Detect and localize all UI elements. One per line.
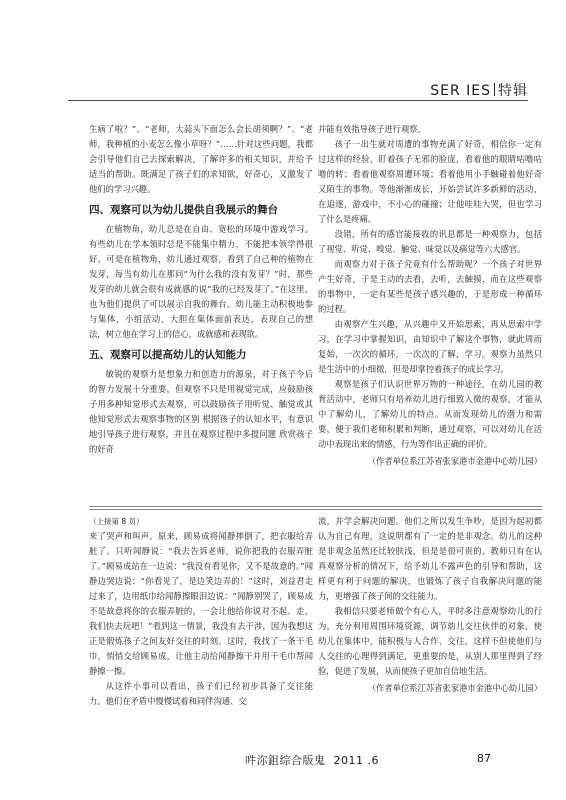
journal-footer xyxy=(245,752,379,768)
author-affiliation: （作者单位系江苏省张家港市金港中心幼儿园） xyxy=(367,683,542,693)
column-left-top xyxy=(89,122,313,457)
paragraph: 敏锐的观察力是想象力和创造力的源泉，对于孩子今后的智力发展十分重要，但观察不只是用视觉完成，应鼓励孩子用多种知觉形式去观察，可以鼓励孩子用听觉、触觉或其他知觉形式去观察事物的区别 根据孩子的认知水平，有意识地引导孩子进行观察，并且在观察过程中多提问题 欣赏孩子的好奇 xyxy=(89,369,313,454)
header-rule xyxy=(68,100,528,101)
section-heading-5: 五、观察可以提高幼儿的认知能力 xyxy=(89,349,247,361)
paragraph: 孩子一出生就对周遭的事物充满了好奇，相信你一定有过这样的经验，盯着孩子无邪的脸庞，看着他的眼睛咕噜咕噜的转；看着他观察周遭环境；看着他用小手触碰着他好奇又陌生的事物。等他渐渐成长，开始尝试许多新鲜的活动，在追逐，游戏中，不小心的碰撞；让他哇哇大哭，但也学习了什么是疼痛。 xyxy=(318,139,542,224)
paragraph: 在植物角，幼儿总是在自由、宽松的环境中游戏学习。有些幼儿在学本领时总是不能集中精力，不能把本领学得很好。可是在植物角，幼儿通过观察，看到了自己种的植物在发芽，每当有幼儿在那问“为什么我的没有发芽？”时，那些发芽的幼儿就会很有成就感的说“我的已经发芽了。”在这里，也为他们提供了可以展示自我的舞台。幼儿能主动积极地参与集体，小组活动，大胆在集体面前表达，表现自己的想法，树立他在学习上的信心，成就感和表现欲。 xyxy=(89,224,313,339)
divider xyxy=(89,506,542,507)
column-left-bottom xyxy=(89,514,313,709)
paragraph: 从这件小事可以看出，孩子们已经初步具备了交往能力。他们在矛盾中慢慢试着和同伴沟通、交 xyxy=(89,681,313,706)
divider xyxy=(89,509,542,510)
author-affiliation: （作者单位系江苏省张家港市金港中心幼儿园） xyxy=(367,456,542,466)
paragraph: 来了哭声和叫声。原来，顾易成将闻静摔倒了，把衣服给弄脏了。只听闻静说：“我去告诉老师，说你把我的衣服弄脏了。”顾易成站在一边说：“我没有看见你，又不是故意的。”闻静边哭边说：“你看见了，是边笑边弄的！”这时，刘益君走过来了，边用纸巾给闻静擦眼泪边说：“闻静别哭了，顾易成不是故意将你的衣服弄脏的，一会让他给你说对不起。走，我们快去玩吧！”看到这一情景，我没有去干涉，因为我想这正是锻炼孩子之间友好交往的时刻。这时，我找了一条干毛巾，悄悄交给顾易成，让他主动给闻静擦干并用干毛巾帮闻静擦一擦。 xyxy=(89,531,313,676)
paragraph: 由观察产生兴趣，从兴趣中又开始思索，再从思索中学习，在学习中掌握知识，由知识中了解这个事物，就此周而复始，一次次的循环，一次次的了解，学习。观察力虽然只是生活中的小细微，但是却掌控着孩子的成长学习。 xyxy=(318,319,542,374)
column-right-bottom xyxy=(318,514,542,696)
section-label: 特辑 xyxy=(498,83,528,99)
section-header xyxy=(430,80,528,100)
paragraph: 生病了啦？”、“老师，大蒜头下面怎么会长胡须啊？”、“老师，我种植的小麦怎么像小草呀？”……针对这些问题，我都会引导他们自己去探索解决，了解许多的相关知识，并给予适当的帮助。既满足了孩子们的求知欲，好奇心，又激发了他们的学习兴趣。 xyxy=(89,124,313,194)
paragraph: 并能有效指导孩子进行观察。 xyxy=(318,124,426,134)
continued-from-note: （上接第 8 页） xyxy=(89,517,144,526)
section-heading-4: 四、观察可以为幼儿提供自我展示的舞台 xyxy=(89,204,278,216)
page-number: 87 xyxy=(477,752,491,765)
paragraph: 我相信只要老师做个有心人，平时多注意观察幼儿的行为，充分利用周围环境资源，调节幼儿交往伙伴的对象，使幼儿在集体中，能积极与人合作、交往，这样不但使他们与人交往的心理得到满足，更重要的是，从别人那里得到了经验，促进了发展，从而使孩子更加自信地生活。 xyxy=(318,606,542,676)
issue-number: 2011 .6 xyxy=(333,754,379,767)
series-label: SER IES xyxy=(430,83,491,99)
paragraph: 没错，所有的感官能接收的讯息都是一种观察力，包括了视觉、听觉、嗅觉、触觉、味觉以及痛觉等六大感官。 xyxy=(318,229,542,254)
paragraph: 流，并学会解决问题。他们之所以发生争吵，是因为起初都认为自己有理，这说明都有了一定的是非观念。幼儿的这种是非观念虽然还比较肤浅，但是是很可贵的。教师只有在认真观察分析的情况下，给予幼儿不露声色的引导和帮助，这样更有利于问题的解决，也锻炼了孩子自我解决问题的能力，更增强了孩子间的交往能力。 xyxy=(318,516,542,601)
column-right-top xyxy=(318,122,542,469)
paragraph: 而观察力对于孩子究竟有什么帮助呢？一个孩子对世界产生好奇，于是主动的去看，去听，去触摸，而在这些观察的事物中，一定有某些是孩子感兴趣的，于是形成一种循环的过程。 xyxy=(318,259,542,314)
paragraph: 观察是孩子们认识世界万物的一种途径，在幼儿园的教育活动中，老师只有培养幼儿进行细致入微的观察，才能从中了解幼儿，了解幼儿的特点。从而发现幼儿的潜力和需要，便于我们老师积累和判断，通过观察，可以对幼儿在活动中表现出来的情感，行为等作出正确的评价。 xyxy=(318,379,542,449)
header-separator xyxy=(494,83,495,96)
journal-name: 吽沵鉏综合版鬼 xyxy=(245,754,326,767)
